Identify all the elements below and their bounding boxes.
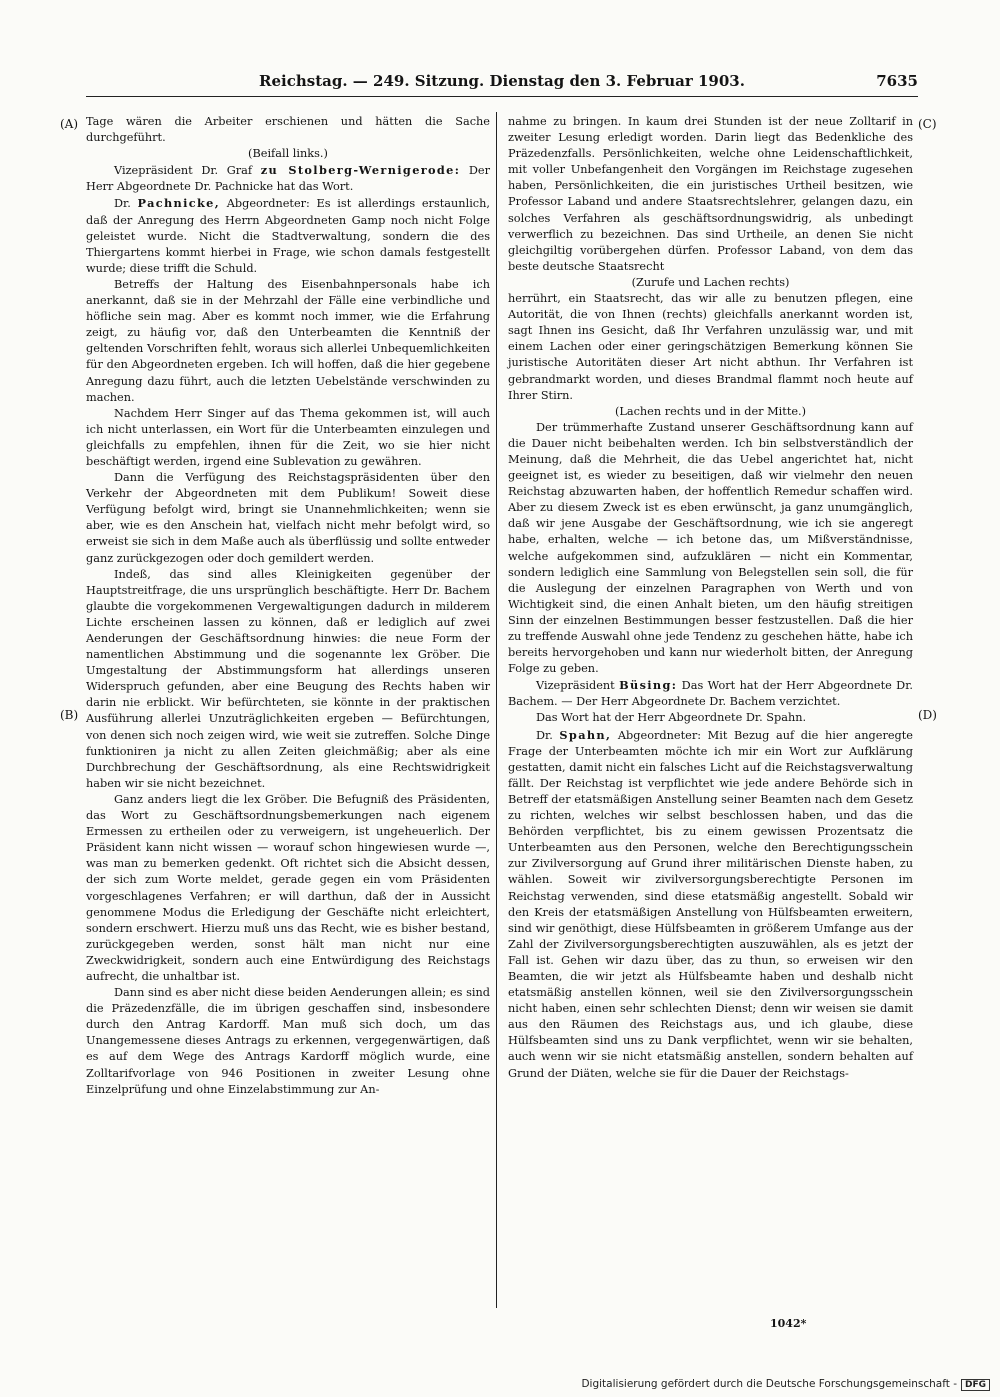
running-head: Reichstag. — 249. Sitzung. Dienstag den 3. Februar 1903. (259, 72, 745, 90)
interjection: (Lachen rechts und in der Mitte.) (614, 404, 807, 418)
speaker-paragraph (508, 727, 913, 1082)
dfg-logo: DFG (961, 1379, 990, 1391)
left-column (86, 114, 490, 1098)
speech-text: Abgeordneter: Mit Bezug auf die hier angeregte Frage der Unterbeamten möchte ich mir ein Wort zur Aufklärung gestatten, damit nicht ein falsches Licht auf die Reichstagsverwaltung fällt. Der Reichstag ist verpflichtet wie jede andere Behörde sich in Betreff der etatsmäßigen Anstellung seiner Beamten nach dem Gesetz zu richten, welches wir selbst beschlossen haben, und das die Behörden verpflichtet, bis zu einem gewissen Prozentsatz die Unterbeamten aus den Personen, welche den Berechtigungsschein zur Zivilversorgung auf Grund ihrer militärischen Dienste haben, zu wählen. Soweit wir zivilversorgungsberechtigte Personen im Reichstag verwenden, sind diese etatsmäßig angestellt. Sobald wir den Kreis der etatsmäßigen Anstellung von Hülfsbeamten erweitern, sind wir genöthigt, diese Hülfsbeamten in größerem Umfange aus der Zahl der Zivilversorgungsberechtigten auszuwählen, als es jetzt der Fall ist. Gehen wir dazu über, das zu thun, so erweisen wir den Beamten, die wir jetzt als Hülfsbeamte haben und deshalb nicht etatsmäßig anstellen können, weil sie den Zivilversorgungsschein nicht haben, einen sehr schlechten Dienst; denn wir weisen sie damit aus den Räumen des Reichstags aus, und ich glaube, diese Hülfsbeamten sind uns zu Dank verpflichtet, wenn wir sie behalten, auch wenn wir sie nicht etatsmäßig anstellen, sondern behalten auf Grund der Diäten, welche sie für die Dauer der Reichstags- (508, 728, 913, 1080)
paragraph: Betreffs der Haltung des Eisenbahnpersonals habe ich anerkannt, daß sie in der Mehrzahl der Fälle eine verbindliche und höfliche sein mag. Aber es kommt noch immer, wie die Erfahrung zeigt, zu häufig vor, daß den Unterbeamten die Kenntniß der geltenden Vorschriften fehlt, woraus sich allerlei Unbequemlichkeiten für den Abgeordneten ergeben. Ich will hoffen, daß die hier gegebene Anregung dazu führt, auch die letzten Uebelstände verschwinden zu machen. (86, 277, 490, 404)
paragraph: herrührt, ein Staatsrecht, das wir alle zu benutzen pflegen, eine Autorität, die von Ihnen (rechts) gleichfalls anerkannt worden ist, sagt Ihnen ins Gesicht, daß Ihr Verfahren unzulässig war, und mit einem Lachen oder einer geringschätzigen Bemerkung können Sie juristische Autoritäten dieser Art nicht abthun. Ihr Verfahren ist gebrandmarkt worden, und dieses Brandmal flammt noch heute auf Ihrer Stirn. (508, 292, 913, 402)
page-header (86, 66, 918, 97)
speaker-name: Büsing: (619, 678, 678, 693)
paragraph: Ganz anders liegt die lex Gröber. Die Befugniß des Präsidenten, das Wort zu Geschäftsordnungsbemerkungen nach eigenem Ermessen zu ertheilen oder zu verweigern, ist ungeheuerlich. Der Präsident kann nicht wissen — worauf schon hingewiesen wurde —, was man zu bemerken gedenkt. Oft richtet sich die Absicht dessen, der sich zum Worte meldet, gerade gegen ein vom Präsidenten vorgeschlagenes Verfahren; er will darthun, daß der in Aussicht genommene Modus die Erledigung der Geschäfte nicht erleichtert, sondern erschwert. Hierzu muß uns das Recht, wie es bisher bestand, zurückgegeben werden, sonst hält man nicht nur eine Zweckwidrigkeit, sondern auch eine Entwürdigung des Reichstags aufrecht, die unhaltbar ist. (86, 792, 490, 983)
speech-text: Der Herr Abgeordnete Dr. Pachnicke hat das Wort. (86, 164, 491, 194)
speaker-paragraph (86, 195, 490, 276)
page-number: 7635 (876, 72, 918, 90)
signature-mark: 1042* (770, 1317, 807, 1330)
credit-text: Digitalisierung gefördert durch die Deutsche Forschungsgemeinschaft - (581, 1378, 957, 1390)
speaker-prefix: Vizepräsident Dr. Graf (114, 164, 261, 178)
paragraph: nahme zu bringen. In kaum drei Stunden ist der neue Zolltarif in zweiter Lesung erledigt worden. Darin liegt das Bedenkliche des Präzedenzfalls. Persönlichkeiten, welche ohne Leidenschaftlichkeit, mit voller Unbefangenheit den Vorgängen im Reichstage zugesehen haben, Persönlichkeiten, die ein juristisches Urtheil besitzen, wie Professor Laband und andere Staatsrechtslehrer, gelangen dazu, ein solches Verfahren als geschäftsordnungswidrig, als unbedingt verwerflich zu bezeichnen. Das sind Urtheile, an denen Sie nicht gleichgiltig vorübergehen dürfen. Professor Laband, von dem das beste deutsche Staatsrecht (508, 115, 913, 273)
speech-text: Das Wort hat der Herr Abgeordnete Dr. Bachem. — Der Herr Abgeordnete Dr. Bachem verzichtet. (508, 679, 913, 709)
speaker-name: zu Stolberg-Wernigerode: (260, 163, 461, 178)
margin-marker-a: (A) (60, 117, 79, 131)
speaker-paragraph (508, 677, 913, 710)
footer-credit (581, 1378, 990, 1391)
margin-marker-d: (D) (918, 708, 937, 722)
speech-text: Abgeordneter: Es ist allerdings erstaunlich, daß der Anregung des Herrn Abgeordneten Gamp noch nicht Folge geleistet wurde. Nicht die Stadtverwaltung, sondern die des Thiergartens kommt hierbei in Frage, wie schon damals festgestellt wurde; diese trifft die Schuld. (86, 197, 490, 275)
speaker-name: Spahn, (559, 727, 612, 742)
margin-marker-b: (B) (60, 708, 79, 722)
column-divider (496, 112, 497, 1308)
paragraph: Tage wären die Arbeiter erschienen und hätten die Sache durchgeführt. (86, 115, 490, 145)
paragraph: Dann sind es aber nicht diese beiden Aenderungen allein; es sind die Präzedenzfälle, die im übrigen geschaffen sind, insbesondere durch den Antrag Kardorff. Man muß sich doch, um das Unangemessene dieses Antrags zu erkennen, vergegenwärtigen, daß es auf dem Wege des Antrags Kardorff möglich wurde, eine Zolltarifvorlage von 946 Positionen in zweiter Lesung ohne Einzelprüfung und ohne Einzelabstimmung zur An- (86, 986, 490, 1096)
speaker-prefix: Dr. (536, 728, 560, 742)
paragraph: Das Wort hat der Herr Abgeordnete Dr. Spahn. (536, 711, 807, 725)
interjection: (Zurufe und Lachen rechts) (631, 275, 790, 289)
paragraph: Indeß, das sind alles Kleinigkeiten gegenüber der Hauptstreitfrage, die uns ursprünglich beschäftigte. Herr Dr. Bachem glaubte die vorgekommenen Vergewaltigungen dadurch in milderem Lichte erscheinen lassen zu können, daß er lediglich auf zwei Aenderungen der Geschäftsordnung hinwies: die neue Form der namentlichen Abstimmung und die sogenannte lex Gröber. Die Umgestaltung der Abstimmungsform hat allerdings unseren Widerspruch gefunden, aber eine Beugung des Rechts haben wir darin nie erblickt. Wir befürchteten, sie könnte in der praktischen Ausführung allerlei Unzuträglichkeiten ergeben — Befürchtungen, von denen sich noch zeigen wird, wie weit sie zutreffen. Solche Dinge funktioniren ja nicht zu allen Zeiten gleichmäßig; aber als eine Durchbrechung der Geschäftsordnung, als eine Rechtswidrigkeit haben wir sie nicht bezeichnet. (86, 567, 490, 790)
speaker-prefix: Dr. (114, 197, 138, 211)
speaker-paragraph (86, 162, 490, 195)
margin-marker-c: (C) (918, 117, 937, 131)
paragraph: Dann die Verfügung des Reichstagspräsidenten über den Verkehr der Abgeordneten mit dem Publikum! Soweit diese Verfügung befolgt wird, bringt sie Unannehmlichkeiten; wenn sie aber, wie es den Anschein hat, vielfach nicht mehr befolgt wird, so erweist sie sich in dem Maße auch als überflüssig und sollte entweder ganz zurückgezogen oder doch gemildert werden. (86, 471, 490, 565)
paragraph: Der trümmerhafte Zustand unserer Geschäftsordnung kann auf die Dauer nicht beibehalten werden. Ich bin selbstverständlich der Meinung, daß die Mehrheit, die das Uebel angerichtet hat, nicht geeignet ist, es wieder zu beseitigen, daß wir vielmehr den neuen Reichstag abzuwarten haben, der hoffentlich Remedur schaffen wird. Aber zu diesem Zweck ist es eben erwünscht, ja ganz unumgänglich, daß wir jene Ausgabe der Geschäftsordnung, wie ich sie angeregt habe, erhalten, welche — ich betone das, um Mißverständnisse, welche aufgekommen sind, aufzuklären — nicht ein Kommentar, sondern lediglich eine Sammlung von Belegstellen sein soll, die für die Auslegung der einzelnen Paragraphen von Werth und von Wichtigkeit sind, die einen Anhalt bieten, um den häufig streitigen Sinn der einzelnen Bestimmungen besser festzustellen. Daß die hier zu treffende Auswahl ohne jede Tendenz zu geschehen hätte, habe ich bereits hervorgehoben und kann nur wiederholt bitten, der Anregung Folge zu geben. (508, 420, 913, 676)
speaker-prefix: Vizepräsident (536, 679, 620, 693)
right-column (508, 114, 913, 1082)
interjection: (Beifall links.) (248, 147, 328, 161)
speaker-name: Pachnicke, (137, 196, 221, 211)
paragraph: Nachdem Herr Singer auf das Thema gekommen ist, will auch ich nicht unterlassen, ein Wort für die Unterbeamten einzulegen und gleichfalls zu empfehlen, ihnen für die Zeit, wo sie hier nicht beschäftigt werden, irgend eine Sublevation zu gewähren. (86, 406, 490, 468)
